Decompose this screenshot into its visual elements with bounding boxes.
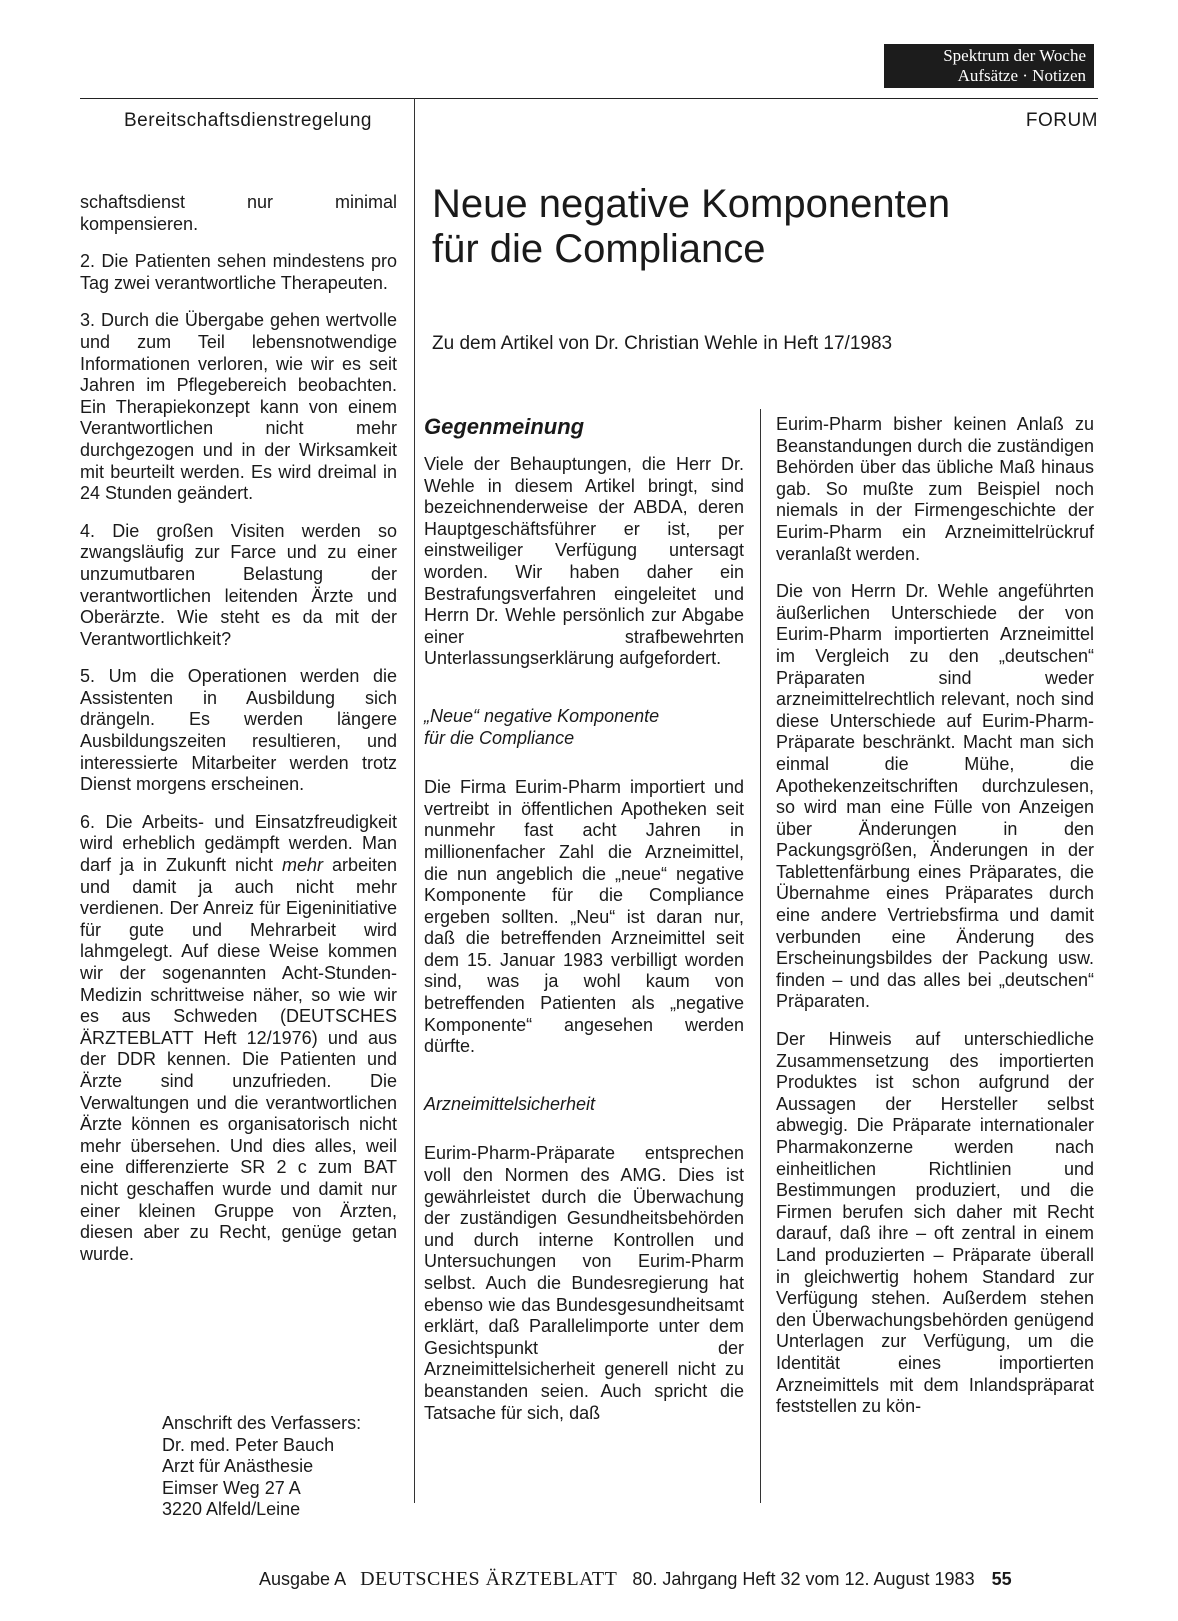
address-line: Arzt für Anästhesie [162,1456,314,1477]
header-rule [80,98,1098,99]
column-divider [414,98,415,1503]
footer-edition: Ausgabe A [259,1569,346,1589]
article-paragraph: Viele der Behauptungen, die Herr Dr. Wehle in diesem Artikel bringt, sind bezeichnenderweise der ABDA, deren Hauptgeschäftsführer er ist, per einstweiliger Verfügung untersagt worden. Wir haben daher ein Bestrafungsverfahren eingeleitet und Herrn Dr. Wehle persönlich zur Abgabe einer strafbewehrten Unterlassungserklärung aufgefordert. [424,454,744,669]
article-paragraph: Der Hinweis auf unterschiedliche Zusammensetzung des importierten Produktes ist schon aufgrund der Aussagen der Hersteller selbst abwegig. Die Präparate internationaler Pharmakonzerne werden nach einheitlichen Richtlinien und Bestimmungen produziert, und die Firmen berufen sich daher mit Recht darauf, daß ihre – oft zentral in einem Land produzierten – Präparate überall in gleichwertig hohem Standard zur Verfügung stehen. Außerdem stehen den Überwachungsbehörden genügend Unterlagen zur Verfügung, um die Identität eines importierten Arzneimittels mit dem Inlandspräparat feststellen zu kön- [776,1029,1094,1417]
article-heading: Gegenmeinung [424,414,585,439]
article-subheading [424,706,744,749]
text-run: arbeiten und damit ja auch nicht mehr verdienen. Der Anreiz für Eigeninitiative für gute und Mehrarbeit wird lahmgelegt. Auf diese Weise kommen wir der sogenannten Acht-Stunden-Medizin schrittweise näher, so wie wir es aus Schweden (DEUTSCHES ÄRZTEBLATT Heft 12/1976) und aus der DDR kennen. Die Patienten und Ärzte sind unzufrieden. Die Verwaltungen und die verantwortlichen Ärzte können es organisatorisch nicht mehr übersehen. Und dies alles, weil eine differenzierte SR 2 c zum BAT nicht geschaffen wurde und damit nur einer kleinen Gruppe von Ärzten, diesen aber zu Recht, genüge getan wurde. [80,855,397,1264]
left-paragraph: 2. Die Patienten sehen mindestens pro Tag zwei verantwortliche Therapeuten. [80,251,397,293]
author-address [162,1413,361,1521]
article-title [432,182,1072,272]
title-line-2: für die Compliance [432,227,766,271]
footer-journal: DEUTSCHES ÄRZTEBLATT [360,1568,618,1590]
article-paragraph: Eurim-Pharm-Präparate entsprechen voll den Normen des AMG. Dies ist gewährleistet durch die Überwachung der zuständigen Gesundheitsbehörden und durch interne Kontrollen und Untersuchungen von Eurim-Pharm selbst. Auch die Bundesregierung hat ebenso wie das Bundesgesundheitsamt erklärt, daß Parallelimporte unter dem Gesichtspunkt der Arzneimittelsicherheit generell nicht zu beanstanden seien. Auch spricht die Tatsache für sich, daß [424,1143,744,1423]
article-column-divider [760,409,761,1503]
footer-issue: 80. Jahrgang Heft 32 vom 12. August 1983 [632,1569,975,1589]
article-paragraph: Eurim-Pharm bisher keinen Anlaß zu Beanstandungen durch die zuständigen Behörden über das übliche Maß hinaus gab. So mußte zum Beispiel noch niemals in der Firmengeschichte der Eurim-Pharm ein Arzneimittelrückruf veranlaßt werden. [776,414,1094,564]
page-footer [259,1568,1012,1591]
left-paragraph: 3. Durch die Übergabe gehen wertvolle und zum Teil lebensnotwendige Informationen verloren, wie wir es seit Jahren im Pflegebereich beobachten. Ein Therapiekonzept kann von einem Verantwortlichen nicht mehr durchgezogen und in der Wirksamkeit mit beurteilt werden. Es wird dreimal in 24 Stunden geändert. [80,310,397,504]
address-line: 3220 Alfeld/Leine [162,1499,301,1520]
address-line: Dr. med. Peter Bauch [162,1434,335,1455]
article-paragraph: Die Firma Eurim-Pharm importiert und vertreibt in öffentlichen Apotheken seit nunmehr fast acht Jahren in millionenfacher Zahl die Arzneimittel, die nun angeblich die „neue“ negative Komponente für die Compliance ergeben sollten. „Neu“ ist daran nur, daß die betreffenden Arzneimittel seit dem 15. Januar 1983 verbilligt worden sind, was ja wohl kaum von betreffenden Patienten als „negative Komponente“ angesehen werden dürfte. [424,777,744,1057]
section-label-left: Bereitschaftsdienstregelung [124,110,372,131]
address-line: Anschrift des Verfassers: [162,1413,362,1433]
left-paragraph: 4. Die großen Visiten werden so zwangsläufig zur Farce und zu einer unzumutbaren Belastung der verantwortlichen leitenden Ärzte und Oberärzte. Wie steht es da mit der Verantwortlichkeit? [80,520,397,649]
article-column-1 [424,414,744,1440]
subheading-line: für die Compliance [424,727,575,748]
subheading-line: „Neue“ negative Komponente [424,705,660,726]
page-number: 55 [991,1569,1012,1589]
section-label-right: FORUM [1025,110,1098,131]
badge-line-2: Aufsätze · Notizen [957,66,1086,85]
article-subheading: Arzneimittelsicherheit [424,1093,596,1114]
text-run: 6. Die Arbeits- und Einsatzfreudigkeit wird erheblich gedämpft werden. Man darf ja in Zukunft nicht [80,811,397,876]
section-badge [884,44,1094,88]
left-paragraph-6 [80,812,397,1265]
badge-line-1: Spektrum der Woche [943,46,1086,65]
emphasis: mehr [281,855,323,876]
article-column-2 [776,414,1094,1434]
address-line: Eimser Weg 27 A [162,1477,301,1498]
left-column [80,192,397,1281]
left-paragraph: 5. Um die Operationen werden die Assistenten in Ausbildung sich drängeln. Es werden längere Ausbildungszeiten resultieren, und interessierte Mitarbeiter werden trotz Dienst morgens erscheinen. [80,666,397,795]
title-line-1: Neue negative Komponenten [432,182,951,226]
article-subtitle: Zu dem Artikel von Dr. Christian Wehle in Heft 17/1983 [432,333,893,354]
article-paragraph: Die von Herrn Dr. Wehle angeführten äußerlichen Unterschiede der von Eurim-Pharm importierten Arzneimittel im Vergleich zu den „deutschen“ Präparaten sind weder arzneimittelrechtlich relevant, noch sind diese Unterschiede auf Eurim-Pharm-Präparate beschränkt. Macht man sich einmal die Mühe, die Apothekenzeitschriften durchzulesen, so wird man eine Fülle von Anzeigen über Änderungen in den Packungsgrößen, Änderungen in der Tablettenfärbung eines Präparates, die Übernahme eines Präparates durch eine andere Vertriebsfirma und damit verbunden eine Änderung des Erscheinungsbildes der Packung usw. finden – und das alles bei „deutschen“ Präparaten. [776,581,1094,1012]
left-paragraph: schaftsdienst nur minimal kompensieren. [80,192,397,234]
